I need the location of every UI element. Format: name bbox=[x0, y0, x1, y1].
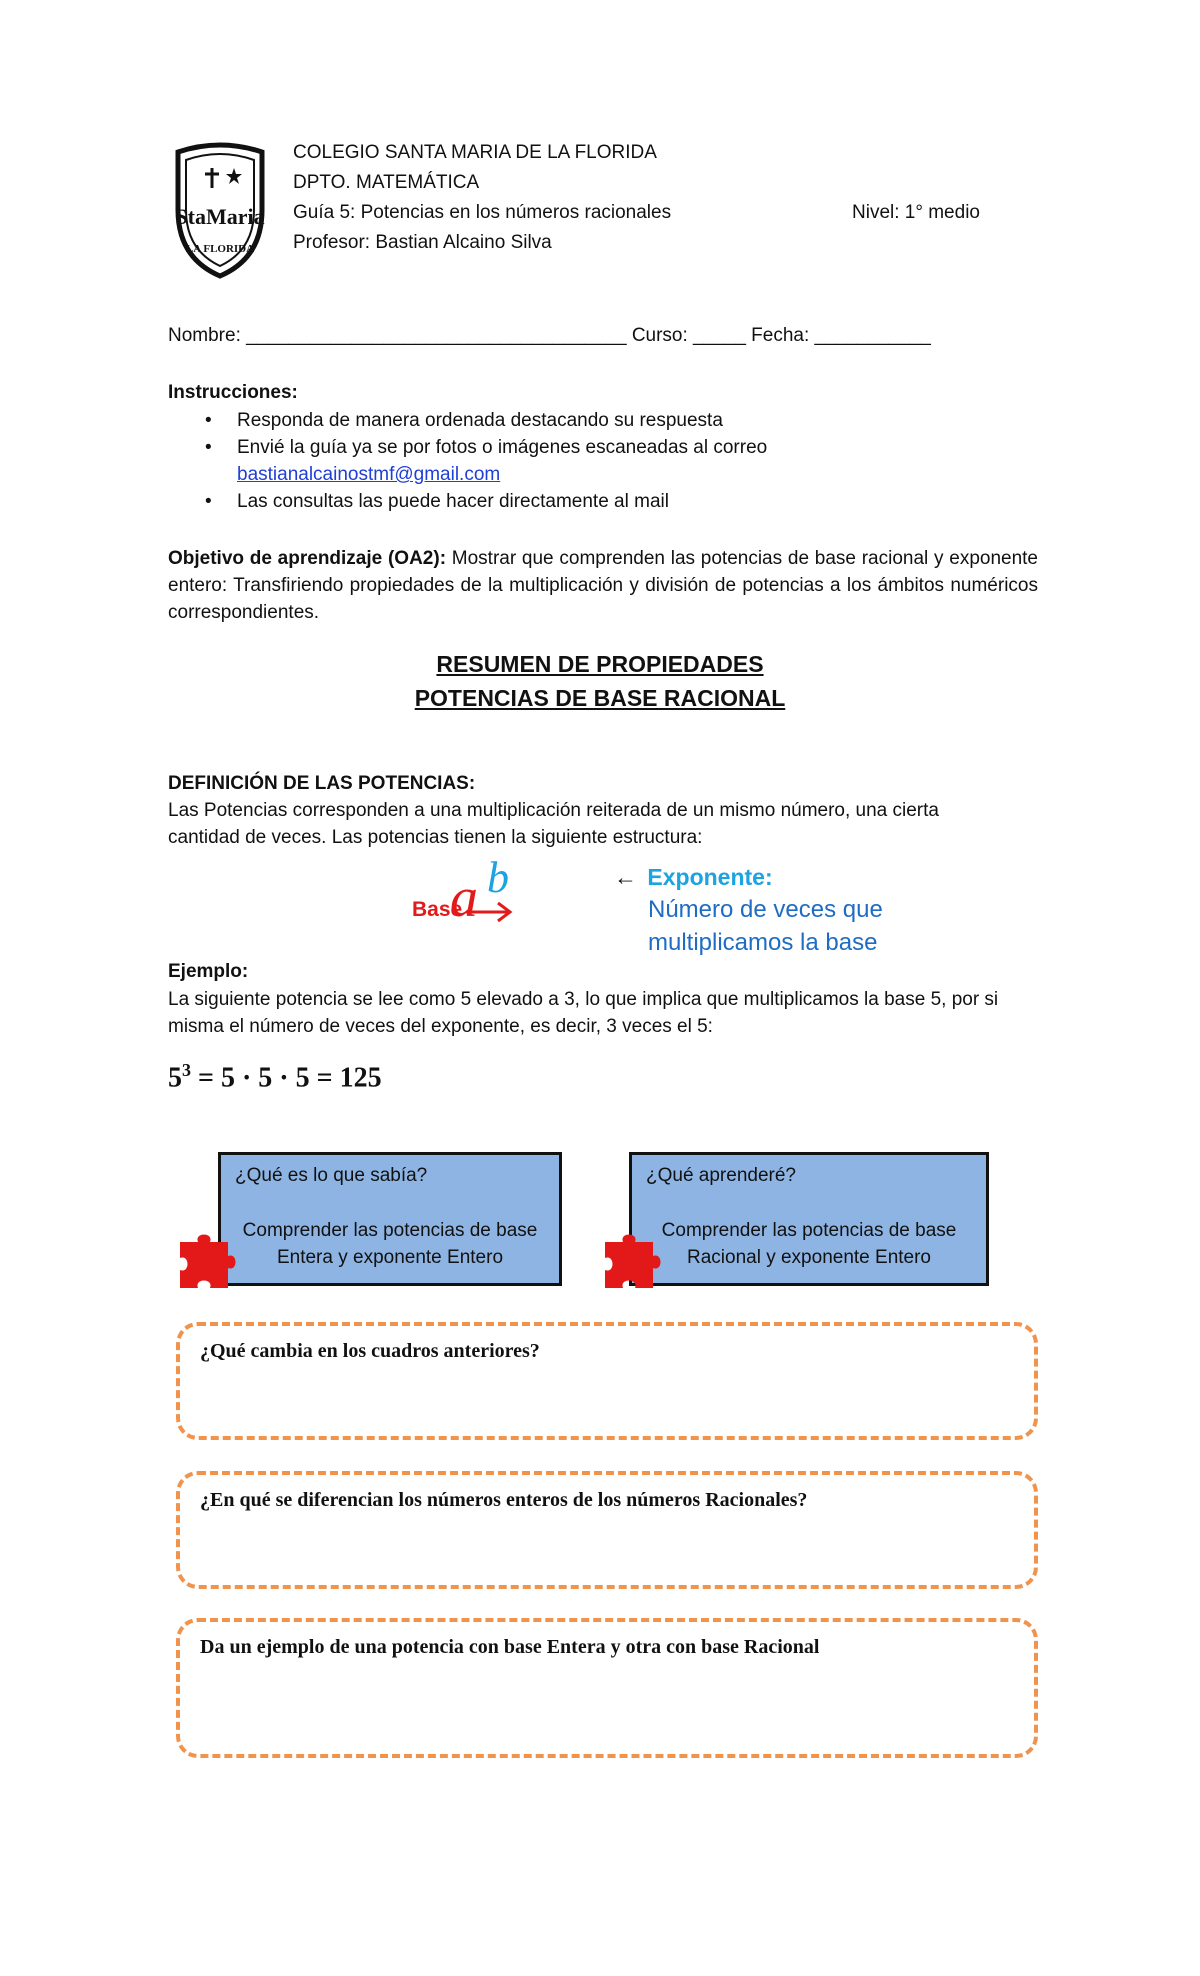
puzzle-piece-icon bbox=[601, 1226, 669, 1294]
question-text: Da un ejemplo de una potencia con base Entera y otra con base Racional bbox=[200, 1636, 820, 1658]
department: DPTO. MATEMÁTICA bbox=[293, 172, 480, 193]
email-link[interactable]: bastianalcainostmf@gmail.com bbox=[237, 464, 501, 485]
level: Nivel: 1° medio bbox=[852, 202, 980, 223]
question-text: ¿Qué cambia en los cuadros anteriores? bbox=[200, 1340, 540, 1362]
box-text-line: Comprender las potencias de base bbox=[661, 1220, 957, 1241]
puzzle-piece-icon bbox=[176, 1226, 244, 1294]
arrow-left-icon: ← bbox=[614, 864, 637, 890]
teacher: Profesor: Bastian Alcaino Silva bbox=[293, 232, 552, 253]
list-item-text: Envié la guía ya se por fotos o imágenes escaneadas al correo bbox=[237, 437, 768, 458]
svg-text:LA FLORIDA: LA FLORIDA bbox=[185, 243, 255, 255]
box-text-line: Entera y exponente Entero bbox=[276, 1247, 504, 1268]
question-box[interactable] bbox=[176, 1322, 1038, 1440]
power-diagram bbox=[412, 853, 522, 942]
learning-objective bbox=[168, 545, 1038, 626]
exponent-label: Exponente: bbox=[647, 864, 773, 890]
prior-knowledge-box bbox=[218, 1152, 562, 1286]
formula-base: 5 bbox=[168, 1062, 182, 1094]
box-text-line: Racional y exponente Entero bbox=[687, 1247, 931, 1268]
formula-exponent: 3 bbox=[182, 1060, 191, 1080]
instructions-list bbox=[205, 407, 825, 515]
list-item: • Responda de manera ordenada destacando su respuesta bbox=[205, 407, 825, 434]
list-item bbox=[205, 434, 825, 488]
box-text bbox=[221, 1217, 559, 1271]
box-text bbox=[632, 1217, 986, 1271]
box-question: ¿Qué es lo que sabía? bbox=[235, 1165, 428, 1186]
base-symbol: a bbox=[450, 867, 478, 929]
summary-title: RESUMEN DE PROPIEDADES bbox=[436, 651, 764, 677]
box-question: ¿Qué aprenderé? bbox=[646, 1165, 796, 1186]
exponent-desc-line: Número de veces que bbox=[648, 896, 883, 923]
exponent-symbol: b bbox=[487, 853, 509, 902]
svg-text:StaMaria: StaMaria bbox=[175, 204, 265, 229]
guide-title: Guía 5: Potencias en los números racionales bbox=[293, 202, 672, 223]
example-heading: Ejemplo: bbox=[168, 961, 249, 982]
formula-rest: = 5 · 5 · 5 = 125 bbox=[191, 1062, 382, 1094]
question-text: ¿En qué se diferencian los números enteros de los números Racionales? bbox=[200, 1489, 808, 1511]
exponent-explanation bbox=[614, 861, 773, 893]
example-text: La siguiente potencia se lee como 5 elevado a 3, lo que implica que multiplicamos la base 5, por si misma el número de veces del exponente, es decir, 3 veces el 5: bbox=[168, 989, 999, 1037]
exponent-desc-line: multiplicamos la base bbox=[648, 929, 878, 956]
question-box[interactable] bbox=[176, 1471, 1038, 1589]
objective-text: Mostrar que comprenden las potencias de base racional y exponente entero: Transfiriendo propiedades de la multiplicación y división de potencias a los ámbitos numéricos correspondientes. bbox=[168, 548, 1039, 623]
list-item: • Las consultas las puede hacer directamente al mail bbox=[205, 488, 825, 515]
instructions-heading: Instrucciones: bbox=[168, 382, 298, 403]
definition-text: Las Potencias corresponden a una multiplicación reiterada de un mismo número, una cierta cantidad de veces. Las potencias tienen la siguiente estructura: bbox=[168, 800, 939, 848]
learning-goal-box bbox=[629, 1152, 989, 1286]
arrow-right-icon bbox=[464, 900, 514, 924]
summary-subtitle: POTENCIAS DE BASE RACIONAL bbox=[414, 685, 786, 711]
definition-heading: DEFINICIÓN DE LAS POTENCIAS: bbox=[168, 773, 476, 794]
student-form-line: Nombre: ____________________________________ Curso: _____ Fecha: ___________ bbox=[168, 325, 931, 346]
example-formula bbox=[168, 1060, 382, 1094]
objective-label: Objetivo de aprendizaje (OA2): bbox=[168, 548, 447, 569]
exponent-description bbox=[648, 893, 883, 959]
school-logo bbox=[170, 140, 270, 280]
base-label: Base bbox=[412, 898, 463, 921]
question-box[interactable] bbox=[176, 1618, 1038, 1758]
box-text-line: Comprender las potencias de base bbox=[242, 1220, 538, 1241]
school-name: COLEGIO SANTA MARIA DE LA FLORIDA bbox=[293, 142, 657, 163]
